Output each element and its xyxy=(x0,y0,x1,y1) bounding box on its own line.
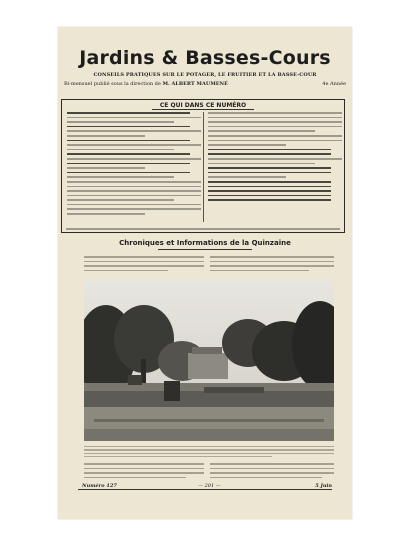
garden-photograph xyxy=(84,279,334,441)
section-title: Chroniques et Informations de la Quinzaine xyxy=(119,239,291,247)
footer-rule xyxy=(78,489,332,490)
issue-date: 5 Juin xyxy=(315,483,332,489)
toc-footer-line xyxy=(66,228,340,230)
page-number: — 201 — xyxy=(198,483,221,489)
toc-title: CE QUI DANS CE NUMÉRO xyxy=(159,102,247,109)
intro-column-left xyxy=(84,256,204,274)
volume-year: 4e Année xyxy=(322,81,346,87)
editor-prefix: Bi-mensuel publié sous la direction de M. ALBERT MAUMENÉ xyxy=(64,81,228,87)
masthead-editor-line xyxy=(64,81,346,87)
table-of-contents xyxy=(61,99,345,233)
issue-number: Numéro 127 xyxy=(82,483,117,489)
toc-column-left xyxy=(67,112,201,218)
toc-divider xyxy=(203,112,204,222)
toc-column-right xyxy=(208,112,342,204)
magazine-page xyxy=(58,27,352,519)
masthead-title: Jardins & Basses-Cours xyxy=(79,47,331,69)
photo-caption xyxy=(84,446,334,460)
editor-name: M. ALBERT MAUMENÉ xyxy=(162,81,228,87)
section-rule xyxy=(158,249,252,250)
body-column-left xyxy=(84,463,204,481)
garden-photo-illustration xyxy=(84,279,334,441)
toc-rule xyxy=(152,109,254,110)
body-column-right xyxy=(210,463,334,481)
intro-column-right xyxy=(210,256,334,274)
masthead-subtitle: CONSEILS PRATIQUES SUR LE POTAGER, LE FRUITIER ET LA BASSE-COUR xyxy=(93,72,317,78)
